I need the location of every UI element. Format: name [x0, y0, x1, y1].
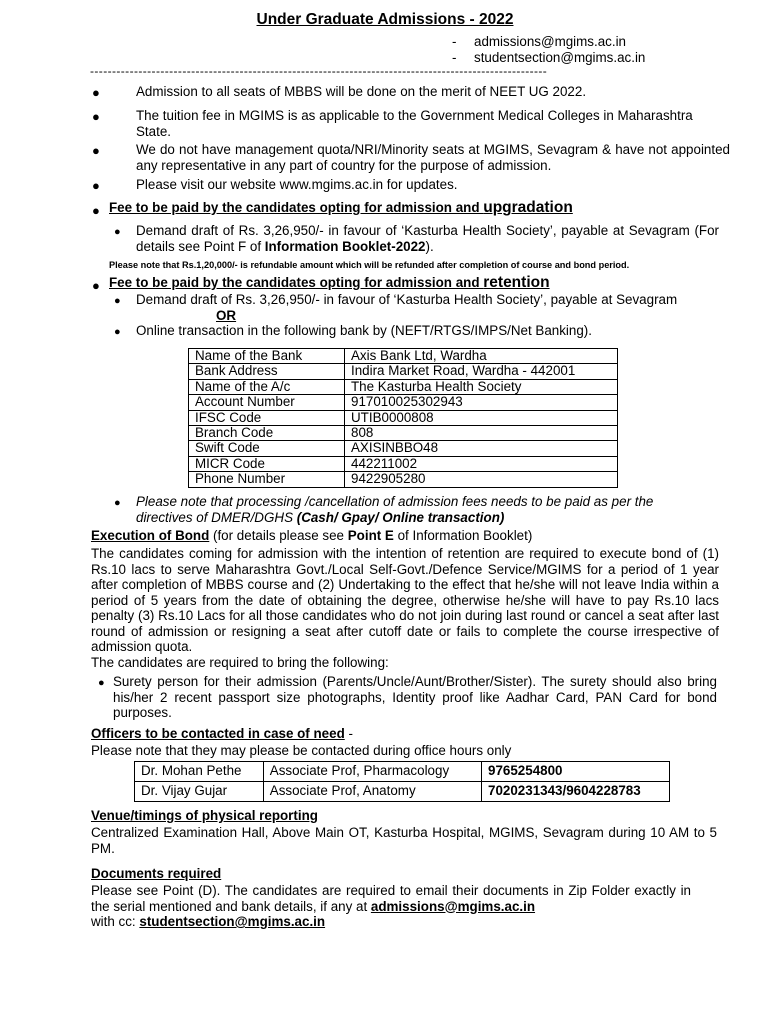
bank-table-row	[189, 379, 618, 394]
page-title: Under Graduate Admissions - 2022	[256, 11, 514, 28]
bullet-icon: ●	[114, 226, 121, 238]
contact-emails: - admissions@mgims.ac.in - studentsection@mgims.ac.in	[452, 34, 646, 65]
bank-table-row	[189, 472, 618, 487]
documents-cc: with cc: studentsection@mgims.ac.in	[91, 914, 326, 929]
surety-item: Surety person for their admission (Parents/Uncle/Aunt/Brother/Sister). The surety should also bring his/her 2 recent passport size photographs, Identity proof like Aadhar Card, PAN Card for bond purposes.	[113, 674, 717, 720]
bank-field-label: IFSC Code	[189, 410, 345, 425]
officers-heading: Officers to be contacted in case of need -	[91, 726, 353, 741]
officer-phone: 7020231343/9604228783	[482, 782, 670, 802]
documents-text: Please see Point (D). The candidates are required to email their documents in Zip Folder exactly in the serial mentioned and bank details, if any at admissions@mgims.ac.in	[91, 883, 691, 914]
list-item: Admission to all seats of MBBS will be done on the merit of NEET UG 2022.	[136, 84, 587, 99]
retention-item-online: Online transaction in the following bank by (NEFT/RTGS/IMPS/Net Banking).	[136, 323, 592, 338]
documents-heading: Documents required	[91, 866, 222, 881]
bank-table-row	[189, 426, 618, 441]
bullet-icon: ●	[98, 677, 105, 689]
bank-table-row	[189, 395, 618, 410]
bullet-icon: ●	[92, 85, 100, 100]
bank-field-label: Account Number	[189, 395, 345, 410]
office-hours-note: Please note that they may please be contacted during office hours only	[91, 743, 512, 758]
bullet-icon: ●	[92, 178, 100, 193]
bullet-icon: ●	[92, 143, 100, 158]
bank-table-row	[189, 441, 618, 456]
officer-designation: Associate Prof, Anatomy	[263, 782, 481, 802]
officer-name: Dr. Vijay Gujar	[135, 782, 264, 802]
upgradation-item: Demand draft of Rs. 3,26,950/- in favour of ‘Kasturba Health Society’, payable at Sevagram (For details see Point F of Information Booklet-2022).	[136, 223, 719, 254]
bank-table-row	[189, 410, 618, 425]
bond-paragraph: The candidates coming for admission with the intention of retention are required to execute bond of (1) Rs.10 lacs to serve Maharashtra Govt./Local Self-Govt./Defence Service/MGIMS for a period of 1 year after completion of MBBS course and (2) Undertaking to the effect that he/she will not leave India within a period of 5 years from the date of obtaining the degree, otherwise he/she will have to pay Rs.10 lacs penalty (3) Rs.10 Lacs for all those candidates who do not join during last round or cancel a seat after last round of admission or resigning a seat after cutoff date or fails to complete the course irrespective of admission quota.	[91, 546, 719, 654]
bullet-icon: ●	[114, 295, 121, 307]
officers-table	[134, 761, 670, 802]
refund-note: Please note that Rs.1,20,000/- is refundable amount which will be refunded after completion of course and bond period.	[109, 260, 630, 270]
bullet-icon: ●	[92, 278, 100, 293]
retention-item-dd: Demand draft of Rs. 3,26,950/- in favour of ‘Kasturba Health Society’, payable at Sevagram	[136, 292, 678, 307]
bank-field-label: Phone Number	[189, 472, 345, 487]
bullet-icon: ●	[114, 497, 121, 509]
bank-details-table	[188, 348, 618, 488]
bank-field-value: 9422905280	[345, 472, 618, 487]
cc-email-link[interactable]: studentsection@mgims.ac.in	[139, 914, 326, 929]
bring-intro: The candidates are required to bring the following:	[91, 655, 389, 670]
list-item: We do not have management quota/NRI/Minority seats at MGIMS, Sevagram & have not appointed any representative in any part of country for the purpose of admission.	[136, 142, 730, 173]
bank-field-value: The Kasturba Health Society	[345, 379, 618, 394]
list-item: Please visit our website www.mgims.ac.in for updates.	[136, 177, 458, 192]
venue-text: Centralized Examination Hall, Above Main OT, Kasturba Hospital, MGIMS, Sevagram during 10 AM to 5 PM.	[91, 825, 717, 856]
bank-field-value: 808	[345, 426, 618, 441]
bank-field-value: 917010025302943	[345, 395, 618, 410]
list-item: The tuition fee in MGIMS is as applicable to the Government Medical Colleges in Maharashtra State.	[136, 108, 693, 139]
bank-field-value: AXISINBBO48	[345, 441, 618, 456]
venue-heading: Venue/timings of physical reporting	[91, 808, 318, 823]
retention-heading: Fee to be paid by the candidates opting for admission and retention	[109, 274, 550, 291]
bank-field-value: UTIB0000808	[345, 410, 618, 425]
officer-row	[135, 782, 670, 802]
officer-name: Dr. Mohan Pethe	[135, 762, 264, 782]
bank-field-label: MICR Code	[189, 456, 345, 471]
or-label: OR	[216, 308, 237, 323]
bank-field-value: 442211002	[345, 456, 618, 471]
bullet-icon: ●	[92, 109, 100, 124]
bullet-icon: ●	[92, 203, 100, 218]
bank-field-value: Axis Bank Ltd, Wardha	[345, 349, 618, 364]
bank-table-row	[189, 364, 618, 379]
bond-heading: Execution of Bond (for details please see Point E of Information Booklet)	[91, 528, 533, 543]
bank-table-row	[189, 456, 618, 471]
admissions-email: admissions@mgims.ac.in	[474, 34, 627, 49]
bank-field-label: Swift Code	[189, 441, 345, 456]
documents-email-link[interactable]: admissions@mgims.ac.in	[370, 898, 536, 914]
bank-field-label: Name of the A/c	[189, 379, 345, 394]
processing-note: Please note that processing /cancellation of admission fees needs to be paid as per the directives of DMER/DGHS (Cash/ Gpay/ Online transaction)	[136, 494, 654, 525]
bank-table-row	[189, 349, 618, 364]
bullet-icon: ●	[114, 326, 121, 338]
bank-field-label: Branch Code	[189, 426, 345, 441]
studentsection-email: studentsection@mgims.ac.in	[474, 49, 646, 65]
bank-field-value: Indira Market Road, Wardha - 442001	[345, 364, 618, 379]
bank-field-label: Bank Address	[189, 364, 345, 379]
upgradation-heading: Fee to be paid by the candidates opting for admission and upgradation	[109, 199, 573, 216]
officer-designation: Associate Prof, Pharmacology	[263, 762, 481, 782]
separator-line: --------------------------------------------------------------------------------------------------------	[90, 64, 548, 78]
officer-row	[135, 762, 670, 782]
officer-phone: 9765254800	[482, 762, 670, 782]
bank-field-label: Name of the Bank	[189, 349, 345, 364]
